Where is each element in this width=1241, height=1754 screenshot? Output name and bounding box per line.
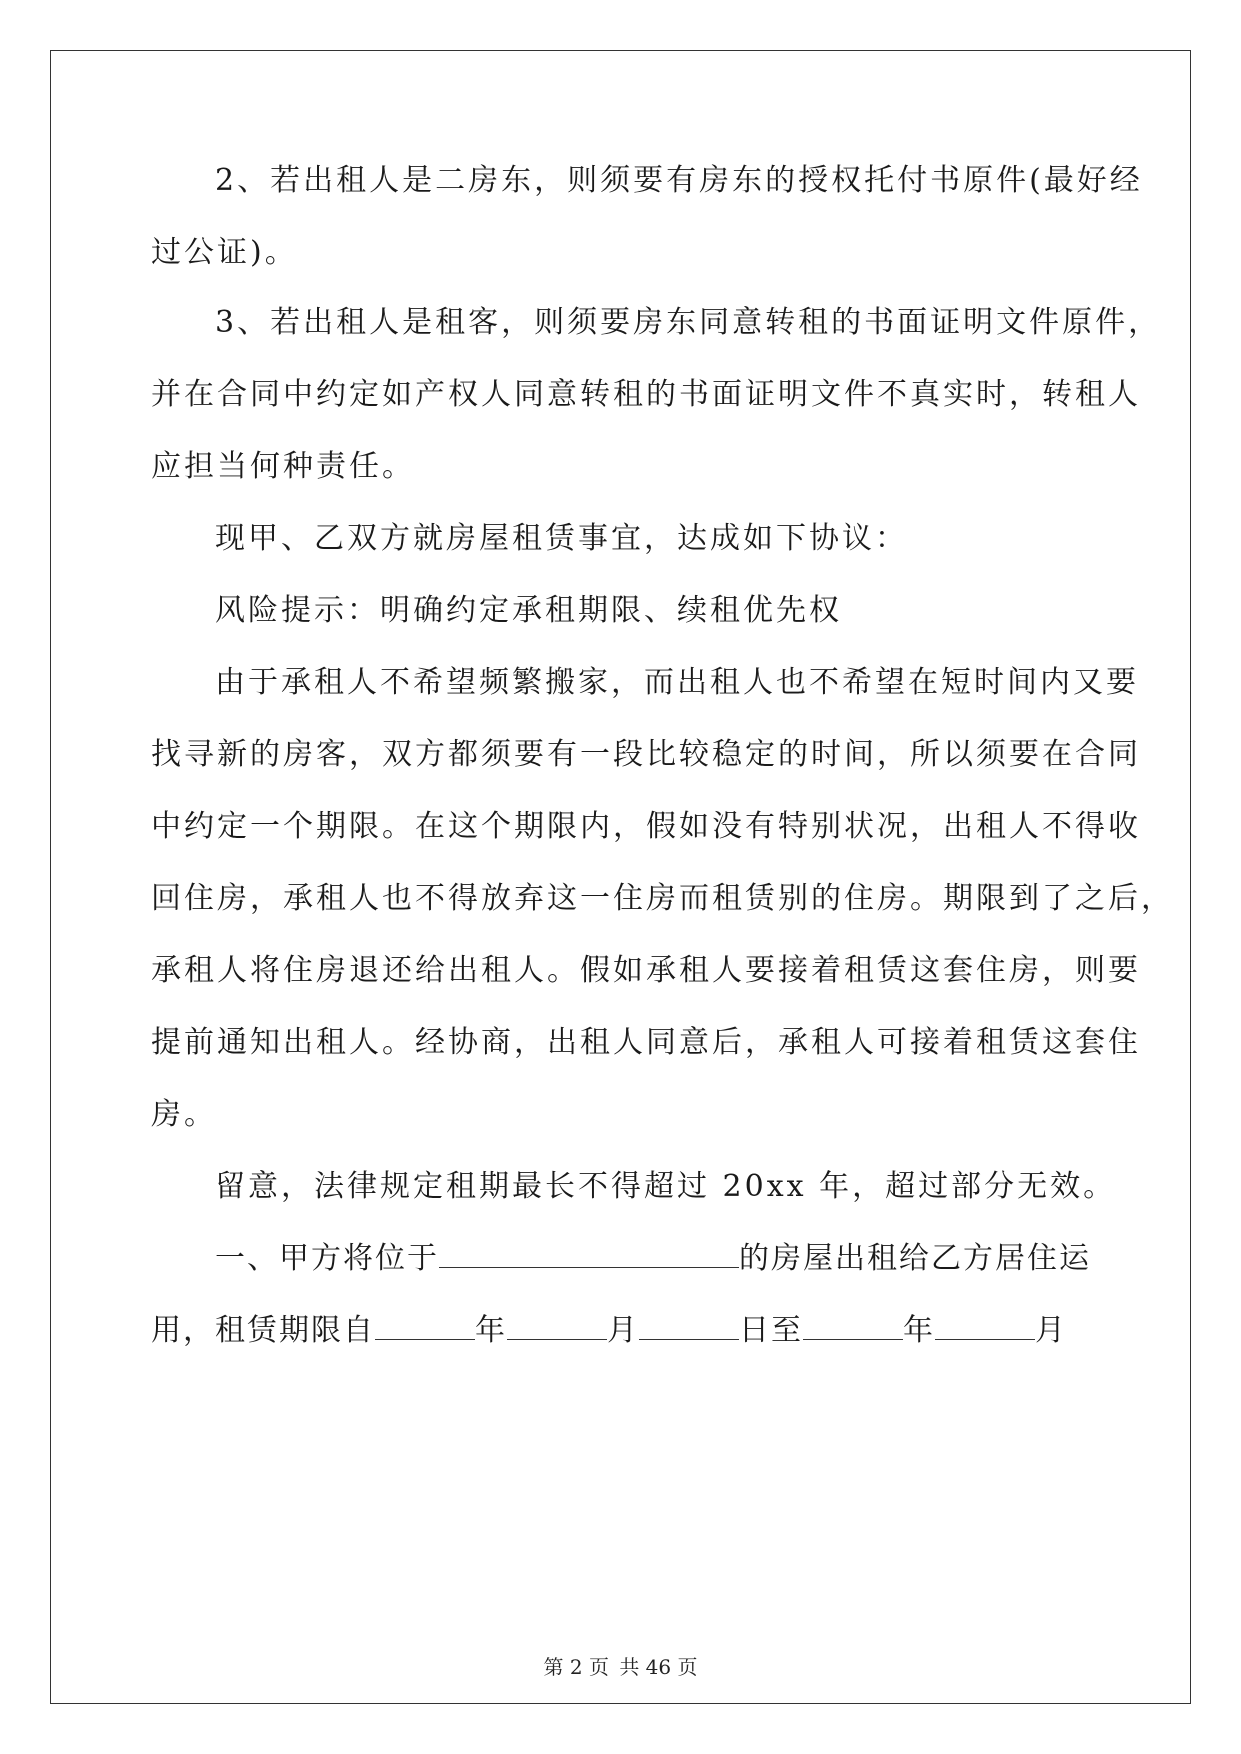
- paragraph-line: 回住房，承租人也不得放弃这一住房而租赁别的住房。期限到了之后，: [151, 881, 1174, 916]
- paragraph-line: 现甲、乙双方就房屋租赁事宜，达成如下协议：: [215, 521, 908, 556]
- paragraph-line: 并在合同中约定如产权人同意转租的书面证明文件不真实时，转租人: [151, 377, 1141, 412]
- page-total: 共 46 页: [619, 1655, 698, 1679]
- paragraph-line: 提前通知出租人。经协商，出租人同意后，承租人可接着租赁这套住: [151, 1025, 1141, 1060]
- page-number: 第 2 页: [543, 1655, 609, 1679]
- year-label: 年: [475, 1313, 507, 1348]
- start-year-blank[interactable]: [375, 1311, 475, 1340]
- month-label-2: 月: [1035, 1313, 1067, 1348]
- year-label-2: 年: [903, 1313, 935, 1348]
- paragraph-line: 过公证)。: [151, 235, 298, 270]
- page-border: [50, 50, 1191, 1704]
- paragraph-line: 应担当何种责任。: [151, 449, 415, 484]
- lease-term-line: [151, 1311, 1067, 1351]
- start-day-blank[interactable]: [639, 1311, 739, 1340]
- paragraph-line: 中约定一个期限。在这个期限内，假如没有特别状况，出租人不得收: [151, 809, 1141, 844]
- clause-one-prefix: 一、甲方将位于: [215, 1241, 439, 1276]
- clause-one-suffix: 的房屋出租给乙方居住运: [739, 1241, 1091, 1276]
- paragraph-line: 找寻新的房客，双方都须要有一段比较稳定的时间，所以须要在合同: [151, 737, 1141, 772]
- paragraph-line: 房。: [151, 1097, 217, 1132]
- address-blank[interactable]: [439, 1239, 739, 1268]
- day-to-label: 日至: [739, 1313, 803, 1348]
- paragraph-line: 留意，法律规定租期最长不得超过 20xx 年，超过部分无效。: [215, 1169, 1117, 1204]
- page-footer: [0, 1655, 1241, 1679]
- paragraph-line: 承租人将住房退还给出租人。假如承租人要接着租赁这套住房，则要: [151, 953, 1141, 988]
- paragraph-line: 2、若出租人是二房东，则须要有房东的授权托付书原件(最好经: [215, 163, 1143, 198]
- end-year-blank[interactable]: [803, 1311, 903, 1340]
- risk-notice: 风险提示：明确约定承租期限、续租优先权: [215, 593, 842, 628]
- month-label: 月: [607, 1313, 639, 1348]
- start-month-blank[interactable]: [507, 1311, 607, 1340]
- end-month-blank[interactable]: [935, 1311, 1035, 1340]
- lease-term-start: 用，租赁期限自: [151, 1313, 375, 1348]
- clause-one-line: [215, 1239, 1091, 1279]
- paragraph-line: 3、若出租人是租客，则须要房东同意转租的书面证明文件原件，: [215, 305, 1162, 340]
- paragraph-line: 由于承租人不希望频繁搬家，而出租人也不希望在短时间内又要: [215, 665, 1139, 700]
